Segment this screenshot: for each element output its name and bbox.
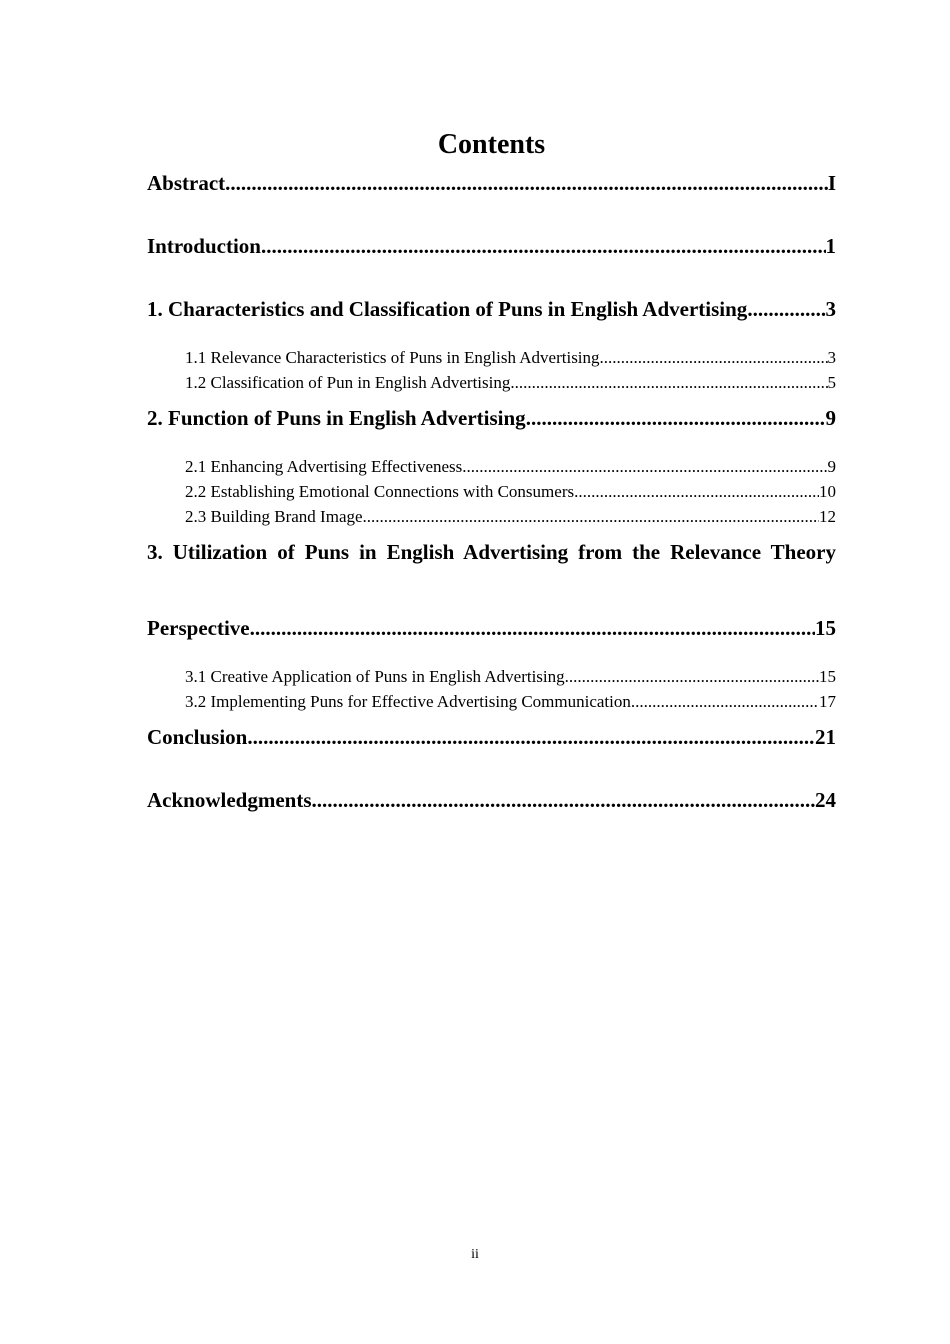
toc-entry-section-1-1[interactable] <box>147 345 836 370</box>
toc-label: 1.2 Classification of Pun in English Advertising <box>185 373 511 392</box>
dot-leader <box>250 614 815 642</box>
toc-entry-chapter-2[interactable] <box>147 404 836 432</box>
toc-label: 1.1 Relevance Characteristics of Puns in English Advertising <box>185 348 600 367</box>
toc-page-number: 9 <box>827 457 836 476</box>
table-of-contents <box>147 126 836 814</box>
dot-leader <box>247 723 815 751</box>
toc-entry-section-3-2[interactable] <box>147 689 836 714</box>
toc-page-number: 17 <box>819 692 836 711</box>
toc-page-number: 15 <box>815 616 836 640</box>
toc-entry-chapter-3-line-1[interactable]: 3. Utilization of Puns in English Advertising from the Relevance Theory <box>147 540 836 564</box>
toc-page-number: 3 <box>825 297 836 321</box>
dot-leader <box>225 169 828 197</box>
toc-entry-section-1-2[interactable] <box>147 370 836 395</box>
toc-page-number: I <box>827 171 836 195</box>
toc-entry-chapter-3[interactable] <box>147 614 836 642</box>
dot-leader <box>574 479 819 504</box>
toc-entry-section-2-2[interactable] <box>147 479 836 504</box>
toc-entry-section-3-1[interactable] <box>147 664 836 689</box>
toc-page-number: 5 <box>827 373 836 392</box>
toc-entry-conclusion[interactable] <box>147 723 836 751</box>
toc-page-number: 9 <box>825 406 836 430</box>
toc-label: 2. Function of Puns in English Advertising <box>147 406 526 430</box>
toc-page-number: 15 <box>819 667 836 686</box>
dot-leader <box>363 504 819 529</box>
toc-label: 3.2 Implementing Puns for Effective Advertising Communication <box>185 692 631 711</box>
dot-leader <box>747 295 825 323</box>
toc-label: 3.1 Creative Application of Puns in English Advertising <box>185 667 565 686</box>
toc-page-number: 21 <box>815 725 836 749</box>
toc-page-number: 1 <box>825 234 836 258</box>
toc-label: 2.2 Establishing Emotional Connections with Consumers <box>185 482 575 501</box>
dot-leader <box>510 370 827 395</box>
dot-leader <box>526 404 826 432</box>
toc-label: 1. Characteristics and Classification of Puns in English Advertising <box>147 297 748 321</box>
toc-label: Introduction <box>147 234 261 258</box>
toc-label: 2.3 Building Brand Image <box>185 507 363 526</box>
dot-leader <box>600 345 828 370</box>
toc-label: Conclusion <box>147 725 248 749</box>
toc-page-number: 10 <box>819 482 836 501</box>
toc-label: Abstract <box>147 171 226 195</box>
toc-page-number: 3 <box>827 348 836 367</box>
dot-leader <box>631 689 819 714</box>
toc-label: Acknowledgments <box>147 788 312 812</box>
toc-label: Perspective <box>147 616 250 640</box>
toc-page-number: 12 <box>819 507 836 526</box>
toc-entry-acknowledgments[interactable] <box>147 786 836 814</box>
toc-entry-abstract[interactable] <box>147 169 836 197</box>
toc-entry-section-2-3[interactable] <box>147 504 836 529</box>
toc-label: 2.1 Enhancing Advertising Effectiveness <box>185 457 463 476</box>
toc-entry-section-2-1[interactable] <box>147 454 836 479</box>
dot-leader <box>312 786 815 814</box>
toc-entry-introduction[interactable] <box>147 232 836 260</box>
toc-page-number: 24 <box>815 788 836 812</box>
dot-leader <box>261 232 826 260</box>
dot-leader <box>462 454 827 479</box>
page-title: Contents <box>437 129 546 160</box>
toc-entry-chapter-1[interactable] <box>147 295 836 323</box>
dot-leader <box>565 664 819 689</box>
footer-page-number: ii <box>471 1247 479 1262</box>
